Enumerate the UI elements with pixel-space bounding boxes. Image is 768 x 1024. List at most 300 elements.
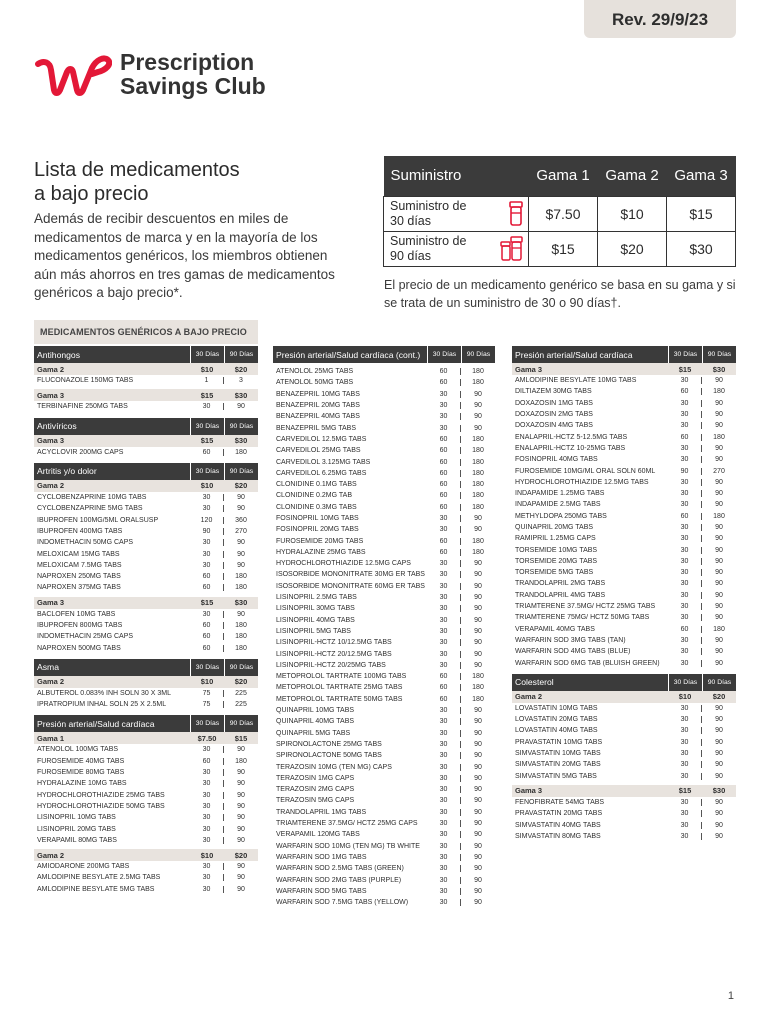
drug-row xyxy=(34,872,258,883)
qty-30: 30 xyxy=(427,560,461,567)
qty-30: 30 xyxy=(190,792,224,799)
section-header xyxy=(34,659,258,676)
qty-90: 90 xyxy=(474,515,482,522)
drug-name: VERAPAMIL 120MG TABS xyxy=(276,831,360,839)
drug-name: BENAZEPRIL 40MG TABS xyxy=(276,413,360,421)
qty-30: 30 xyxy=(427,854,461,861)
qty-30: 30 xyxy=(190,611,224,618)
drug-row xyxy=(34,620,258,631)
qty-30: 30 xyxy=(668,558,702,565)
drug-name: INDOMETHACIN 25MG CAPS xyxy=(37,633,134,641)
drug-row xyxy=(273,377,495,388)
qty-90: 90 xyxy=(474,627,482,635)
drug-row xyxy=(273,558,495,569)
drug-name: CLONIDINE 0.3MG TABS xyxy=(276,503,357,511)
drug-name: LOVASTATIN 20MG TABS xyxy=(515,716,598,724)
price-note: El precio de un medicamento genérico se basa en su gama y si se trata de un suministro de 30 o 90 días†. xyxy=(384,278,736,310)
drug-row xyxy=(512,398,736,409)
qty-90: 90 xyxy=(237,885,245,893)
qty-90: 90 xyxy=(715,501,723,509)
drug-row xyxy=(512,477,736,488)
qty-30: 30 xyxy=(668,580,702,587)
tier-group-row xyxy=(512,363,736,375)
drug-name: CARVEDILOL 3.125MG TABS xyxy=(276,458,371,466)
qty-90: 180 xyxy=(472,695,484,703)
qty-90: 90 xyxy=(715,603,723,611)
qty-90: 90 xyxy=(715,761,723,769)
tier-name: Gama 1 xyxy=(37,733,65,743)
section-header xyxy=(34,346,258,363)
drug-name: LISINOPRIL 40MG TABS xyxy=(276,616,355,624)
drug-row xyxy=(512,624,736,635)
title-line-2: a bajo precio xyxy=(34,183,149,205)
qty-30: 30 xyxy=(427,752,461,759)
qty-30: 30 xyxy=(427,413,461,420)
qty-30: 30 xyxy=(190,551,224,558)
drug-name: ENALAPRIL-HCTZ 10-25MG TABS xyxy=(515,444,626,452)
qty-90: 90 xyxy=(474,865,482,873)
supply-row-90 xyxy=(384,231,736,266)
drug-row xyxy=(34,778,258,789)
qty-90: 90 xyxy=(715,832,723,840)
qty-90: 90 xyxy=(474,786,482,794)
tier-price-90: $30 xyxy=(712,364,726,374)
qty-30: 60 xyxy=(190,758,224,765)
qty-90: 90 xyxy=(474,853,482,861)
drug-name: QUINAPRIL 10MG TABS xyxy=(276,707,355,715)
days-90-header: 90 Días xyxy=(224,659,258,676)
qty-90: 270 xyxy=(713,467,725,475)
section-header xyxy=(273,346,495,363)
drug-row xyxy=(273,807,495,818)
drug-row xyxy=(512,737,736,748)
tier-group-row xyxy=(34,597,258,609)
days-90-header: 90 Días xyxy=(461,346,495,363)
qty-30: 30 xyxy=(668,456,702,463)
days-30-header: 30 Días xyxy=(190,346,224,363)
drug-name: TERAZOSIN 5MG CAPS xyxy=(276,797,355,805)
qty-30: 60 xyxy=(190,633,224,640)
spacer xyxy=(34,654,258,657)
drug-row xyxy=(273,637,495,648)
drug-name: LOVASTATIN 40MG TABS xyxy=(515,727,598,735)
drug-row xyxy=(34,526,258,537)
drug-name: FOSINOPRIL 20MG TABS xyxy=(276,526,359,534)
days-90-header: 90 Días xyxy=(224,715,258,732)
qty-90: 90 xyxy=(237,836,245,844)
drug-row xyxy=(34,744,258,755)
qty-90: 90 xyxy=(237,825,245,833)
qty-30: 30 xyxy=(427,831,461,838)
drug-name: LISINOPRIL 2.5MG TABS xyxy=(276,594,357,602)
qty-30: 30 xyxy=(668,524,702,531)
drug-row xyxy=(34,801,258,812)
tier-price-90: $20 xyxy=(234,850,248,860)
qty-90: 90 xyxy=(715,524,723,531)
supply-header: Suministro xyxy=(384,156,529,196)
qty-90: 90 xyxy=(474,808,482,816)
qty-30: 60 xyxy=(668,513,702,520)
qty-30: 30 xyxy=(668,750,702,757)
drug-row xyxy=(512,465,736,476)
drug-name: TRIAMTERENE 37.5MG/ HCTZ 25MG CAPS xyxy=(276,820,418,828)
qty-90: 90 xyxy=(237,802,245,810)
qty-90: 180 xyxy=(472,469,484,477)
drug-row xyxy=(34,767,258,778)
section-title: Presión arterial/Salud cardíaca (cont.) xyxy=(276,349,421,360)
qty-90: 90 xyxy=(474,402,482,410)
drug-row xyxy=(273,694,495,705)
qty-90: 90 xyxy=(715,716,723,724)
drug-row xyxy=(512,409,736,420)
drug-name: TERBINAFINE 250MG TABS xyxy=(37,403,128,411)
drug-row xyxy=(273,434,495,445)
drug-row xyxy=(273,581,495,592)
qty-90: 180 xyxy=(235,633,247,641)
tier-name: Gama 2 xyxy=(37,364,65,374)
drug-name: IBUPROFEN 800MG TABS xyxy=(37,622,123,629)
drug-row xyxy=(273,592,495,603)
drug-name: SIMVASTATIN 5MG TABS xyxy=(515,772,597,780)
drug-name: WARFARIN SOD 10MG (TEN MG) TB WHITE xyxy=(276,842,420,850)
drug-name: TORSEMIDE 20MG TABS xyxy=(515,557,598,565)
qty-90: 90 xyxy=(715,738,723,746)
drug-row xyxy=(512,819,736,830)
drug-name: LISINOPRIL-HCTZ 20/25MG TABS xyxy=(276,661,386,669)
drug-name: NAPROXEN 375MG TABS xyxy=(37,584,121,592)
drug-row xyxy=(512,612,736,623)
revision-badge: Rev. 29/9/23 xyxy=(584,0,736,38)
qty-90: 90 xyxy=(237,505,245,513)
qty-30: 30 xyxy=(190,780,224,787)
drug-row xyxy=(34,609,258,620)
section-header xyxy=(512,346,736,363)
qty-90: 90 xyxy=(237,746,245,754)
tier-group-row xyxy=(34,435,258,447)
qty-90: 90 xyxy=(715,557,723,565)
drug-name: LISINOPRIL-HCTZ 10/12.5MG TABS xyxy=(276,639,392,647)
qty-30: 60 xyxy=(668,388,702,395)
qty-90: 90 xyxy=(715,614,723,622)
qty-30: 30 xyxy=(427,888,461,895)
qty-30: 30 xyxy=(190,769,224,776)
drug-name: AMLODIPINE BESYLATE 5MG TABS xyxy=(37,885,155,893)
drug-name: HYDROCHLOROTHIAZIDE 12.5MG CAPS xyxy=(276,560,411,568)
drug-row xyxy=(273,648,495,659)
qty-90: 90 xyxy=(715,810,723,818)
drug-name: VERAPAMIL 40MG TABS xyxy=(515,625,595,633)
drug-row xyxy=(512,657,736,668)
qty-30: 30 xyxy=(427,707,461,714)
days-30-header: 30 Días xyxy=(190,715,224,732)
qty-90: 90 xyxy=(474,797,482,805)
drug-row xyxy=(512,420,736,431)
qty-30: 30 xyxy=(427,820,461,827)
brand-line-1: Prescription xyxy=(120,49,255,75)
qty-90: 90 xyxy=(715,535,723,543)
qty-90: 180 xyxy=(472,548,484,556)
drug-row xyxy=(512,759,736,770)
drug-name: TORSEMIDE 10MG TABS xyxy=(515,546,598,554)
qty-30: 30 xyxy=(190,826,224,833)
qty-90: 90 xyxy=(237,561,245,569)
drug-row xyxy=(273,468,495,479)
supply-30-tier-3: $15 xyxy=(667,196,736,231)
drug-name: LISINOPRIL 10MG TABS xyxy=(37,814,116,822)
drug-name: QUINAPRIL 5MG TABS xyxy=(276,729,351,737)
drug-row xyxy=(34,492,258,503)
qty-90: 90 xyxy=(474,594,482,602)
drug-row xyxy=(273,863,495,874)
drug-name: INDAPAMIDE 1.25MG TABS xyxy=(515,490,605,498)
drug-name: FUROSEMIDE 10MG/ML ORAL SOLN 60ML xyxy=(515,467,656,475)
drug-name: FLUCONAZOLE 150MG TABS xyxy=(37,377,134,385)
drug-name: FUROSEMIDE 80MG TABS xyxy=(37,769,125,777)
drug-name: HYDRALAZINE 10MG TABS xyxy=(37,780,127,788)
qty-90: 90 xyxy=(715,444,723,452)
qty-90: 90 xyxy=(715,456,723,464)
supply-30-label-cell xyxy=(384,196,529,231)
qty-30: 60 xyxy=(427,684,461,691)
drug-name: LOVASTATIN 10MG TABS xyxy=(515,704,598,712)
qty-30: 30 xyxy=(668,422,702,429)
tier-price-30: $15 xyxy=(200,598,214,608)
drug-row xyxy=(34,823,258,834)
qty-30: 60 xyxy=(427,379,461,386)
days-90-header: 90 Días xyxy=(224,463,258,480)
section-title: Antivíricos xyxy=(37,421,77,432)
qty-30: 30 xyxy=(668,739,702,746)
qty-90: 90 xyxy=(237,494,245,502)
qty-30: 60 xyxy=(427,504,461,511)
drug-row xyxy=(512,797,736,808)
qty-30: 30 xyxy=(190,403,224,410)
drug-row xyxy=(34,790,258,801)
qty-90: 90 xyxy=(474,831,482,839)
qty-30: 30 xyxy=(427,865,461,872)
spacer xyxy=(34,710,258,713)
qty-90: 180 xyxy=(472,368,484,376)
tier-price-30: $15 xyxy=(200,436,214,446)
supply-30-label: Suministro de 30 días xyxy=(390,198,467,228)
tier-price-30: $15 xyxy=(678,786,692,796)
drug-name: HYDROCHLOROTHIAZIDE 12.5MG TABS xyxy=(515,478,649,486)
drug-name: ATENOLOL 25MG TABS xyxy=(276,368,354,376)
supply-90-label: Suministro de 90 días xyxy=(390,233,467,263)
qty-30: 30 xyxy=(190,803,224,810)
qty-30: 30 xyxy=(190,494,224,501)
drug-row xyxy=(512,454,736,465)
qty-30: 60 xyxy=(427,696,461,703)
drug-row xyxy=(512,375,736,386)
qty-30: 30 xyxy=(427,605,461,612)
tier-group-row xyxy=(512,691,736,703)
qty-30: 60 xyxy=(190,645,224,652)
drug-row xyxy=(273,761,495,772)
qty-30: 120 xyxy=(190,517,224,524)
drug-name: WARFARIN SOD 2MG TABS (PURPLE) xyxy=(276,876,402,884)
qty-30: 30 xyxy=(668,705,702,712)
qty-30: 30 xyxy=(190,837,224,844)
drug-row xyxy=(34,514,258,525)
drug-name: HYDROCHLOROTHIAZIDE 25MG TABS xyxy=(37,791,165,799)
qty-30: 30 xyxy=(427,662,461,669)
tier-1-header: Gama 1 xyxy=(529,156,598,196)
qty-30: 60 xyxy=(427,538,461,545)
supply-90-label-cell xyxy=(384,231,529,266)
drug-name: PRAVASTATIN 20MG TABS xyxy=(515,810,603,818)
drug-name: TRIAMTERENE 75MG/ HCTZ 50MG TABS xyxy=(515,614,650,622)
qty-30: 60 xyxy=(427,492,461,499)
days-30-header: 30 Días xyxy=(190,418,224,435)
qty-90: 90 xyxy=(715,569,723,577)
qty-30: 30 xyxy=(427,639,461,646)
drug-name: INDAPAMIDE 2.5MG TABS xyxy=(515,501,601,509)
qty-90: 90 xyxy=(715,659,723,667)
qty-90: 90 xyxy=(474,661,482,669)
drug-row xyxy=(34,884,258,895)
qty-90: 270 xyxy=(235,527,247,535)
drug-name: BENAZEPRIL 5MG TABS xyxy=(276,424,357,432)
qty-90: 90 xyxy=(715,422,723,430)
drug-row xyxy=(34,571,258,582)
spacer xyxy=(273,908,495,911)
qty-30: 60 xyxy=(668,434,702,441)
drug-row xyxy=(273,682,495,693)
qty-90: 90 xyxy=(715,377,723,385)
drug-row xyxy=(34,447,258,458)
qty-30: 60 xyxy=(190,449,224,456)
drug-name: TRIAMTERENE 37.5MG/ HCTZ 25MG TABS xyxy=(515,603,656,611)
qty-30: 30 xyxy=(668,660,702,667)
qty-30: 60 xyxy=(190,584,224,591)
tier-name: Gama 3 xyxy=(37,598,65,608)
tier-name: Gama 2 xyxy=(37,677,65,687)
tier-name: Gama 2 xyxy=(515,692,543,702)
qty-30: 30 xyxy=(668,547,702,554)
qty-30: 30 xyxy=(427,899,461,906)
drug-name: LISINOPRIL 20MG TABS xyxy=(37,825,116,833)
drug-name: VERAPAMIL 80MG TABS xyxy=(37,836,117,844)
qty-30: 30 xyxy=(427,594,461,601)
qty-90: 90 xyxy=(474,390,482,398)
drug-name: FOSINOPRIL 10MG TABS xyxy=(276,515,359,522)
qty-90: 90 xyxy=(474,424,482,432)
drug-row xyxy=(273,626,495,637)
tier-price-90: $15 xyxy=(234,733,248,743)
drug-name: NAPROXEN 250MG TABS xyxy=(37,573,121,581)
qty-90: 225 xyxy=(235,689,247,697)
qty-30: 30 xyxy=(668,445,702,452)
qty-90: 180 xyxy=(713,433,725,441)
drug-row xyxy=(273,615,495,626)
qty-90: 90 xyxy=(237,539,245,547)
qty-90: 90 xyxy=(237,610,245,618)
qty-90: 3 xyxy=(239,377,243,385)
drug-row xyxy=(512,431,736,442)
drug-row xyxy=(273,773,495,784)
brand-name xyxy=(120,50,266,98)
qty-90: 180 xyxy=(713,625,725,633)
tier-name: Gama 2 xyxy=(37,850,65,860)
qty-90: 90 xyxy=(474,899,482,907)
section-title: Presión arterial/Salud cardíaca xyxy=(37,718,155,729)
qty-90: 90 xyxy=(474,887,482,895)
qty-30: 60 xyxy=(427,436,461,443)
section-title: Presión arterial/Salud cardíaca xyxy=(515,349,633,360)
supply-90-tier-1: $15 xyxy=(529,231,598,266)
tier-price-30: $7.50 xyxy=(197,733,217,743)
qty-90: 90 xyxy=(715,750,723,758)
qty-90: 90 xyxy=(237,874,245,882)
drug-name: TRANDOLAPRIL 2MG TABS xyxy=(515,580,606,588)
drug-row xyxy=(273,897,495,908)
supply-price-table xyxy=(383,156,736,267)
qty-30: 30 xyxy=(190,505,224,512)
qty-30: 30 xyxy=(668,716,702,723)
qty-30: 60 xyxy=(427,459,461,466)
drug-name: PRAVASTATIN 10MG TABS xyxy=(515,738,603,746)
supply-30-tier-1: $7.50 xyxy=(529,196,598,231)
qty-90: 90 xyxy=(474,718,482,726)
qty-30: 30 xyxy=(190,746,224,753)
drug-name: SIMVASTATIN 80MG TABS xyxy=(515,832,601,840)
drug-name: AMLODIPINE BESYLATE 2.5MG TABS xyxy=(37,874,161,882)
qty-90: 90 xyxy=(715,648,723,656)
tier-price-90: $20 xyxy=(234,481,248,491)
tier-price-90: $20 xyxy=(234,677,248,687)
drug-name: IPRATROPIUM INHAL SOLN 25 X 2.5ML xyxy=(37,701,167,709)
qty-90: 90 xyxy=(715,478,723,486)
drug-name: TRANDOLAPRIL 4MG TABS xyxy=(515,591,606,599)
drug-name: WARFARIN SOD 7.5MG TABS (YELLOW) xyxy=(276,899,409,907)
drug-name: SIMVASTATIN 10MG TABS xyxy=(515,750,601,758)
tier-group-row xyxy=(34,389,258,401)
drug-row xyxy=(273,389,495,400)
drug-name: LISINOPRIL-HCTZ 20/12.5MG TABS xyxy=(276,650,392,658)
qty-90: 90 xyxy=(474,774,482,782)
qty-30: 75 xyxy=(190,701,224,708)
generics-header: MEDICAMENTOS GENÉRICOS A BAJO PRECIO xyxy=(34,320,258,344)
qty-30: 60 xyxy=(427,447,461,454)
drug-row xyxy=(34,401,258,412)
drug-row xyxy=(273,671,495,682)
drug-name: ACYCLOVIR 200MG CAPS xyxy=(37,448,124,456)
drug-row xyxy=(273,366,495,377)
qty-90: 90 xyxy=(474,639,482,647)
drug-name: DILTIAZEM 30MG TABS xyxy=(515,388,592,396)
drug-name: ISOSORBIDE MONONITRATE 30MG ER TABS xyxy=(276,571,425,579)
qty-90: 180 xyxy=(235,584,247,592)
drug-name: WARFARIN SOD 4MG TABS (BLUE) xyxy=(515,648,631,656)
drug-name: CARVEDILOL 6.25MG TABS xyxy=(276,469,367,477)
qty-90: 90 xyxy=(237,780,245,788)
qty-90: 180 xyxy=(713,388,725,396)
page-title xyxy=(34,158,334,206)
section-title: Asma xyxy=(37,662,59,673)
drug-row xyxy=(273,524,495,535)
qty-30: 60 xyxy=(427,368,461,375)
drug-column-1 xyxy=(34,344,258,898)
drug-row xyxy=(512,544,736,555)
qty-30: 30 xyxy=(668,773,702,780)
qty-90: 180 xyxy=(472,537,484,545)
drug-row xyxy=(34,835,258,846)
qty-30: 30 xyxy=(427,515,461,522)
supply-90-tier-2: $20 xyxy=(598,231,667,266)
drug-row xyxy=(512,831,736,842)
drug-row xyxy=(273,535,495,546)
